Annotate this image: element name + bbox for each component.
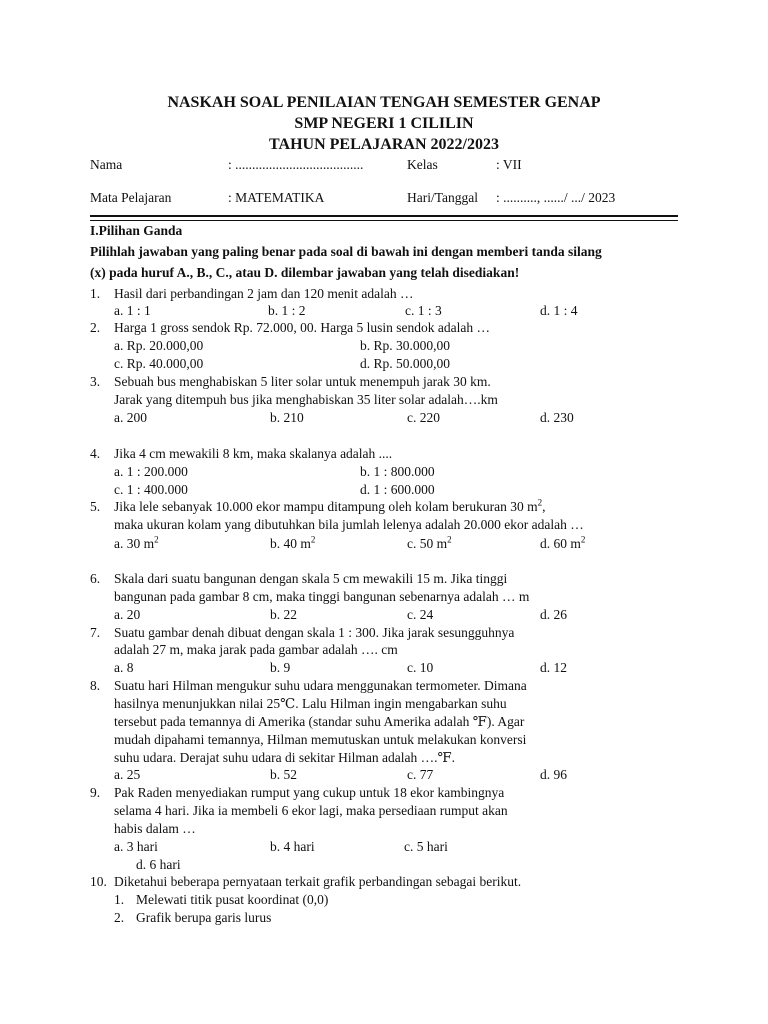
instruction-line1: Pilihlah jawaban yang paling benar pada soal di bawah ini dengan memberi tanda silang: [90, 244, 602, 259]
q9-number: 9.: [90, 785, 101, 800]
q5-option-b-text: b. 40 m: [270, 536, 311, 551]
q2-option-d: d. Rp. 50.000,00: [360, 356, 451, 371]
q1-option-b: b. 1 : 2: [268, 303, 306, 318]
q4-option-c: c. 1 : 400.000: [114, 482, 188, 497]
q8-text-line4: mudah dipahami temannya, Hilman memutuskan untuk melakukan konversi: [114, 732, 527, 747]
q1-number: 1.: [90, 286, 101, 301]
q7-number: 7.: [90, 625, 101, 640]
q7-option-a: a. 8: [114, 660, 134, 675]
q6-text-line2: bangunan pada gambar 8 cm, maka tinggi bangunan sebenarnya adalah … m: [114, 589, 530, 604]
q5-option-d-text: d. 60 m: [540, 536, 581, 551]
q10-number: 10.: [90, 874, 107, 889]
q8-option-d: d. 96: [540, 767, 567, 782]
q3-number: 3.: [90, 374, 101, 389]
q5-option-c-exponent: 2: [447, 534, 452, 545]
q1-option-d: d. 1 : 4: [540, 303, 578, 318]
q10-text: Diketahui beberapa pernyataan terkait grafik perbandingan sebagai berikut.: [114, 874, 522, 889]
q6-option-d: d. 26: [540, 607, 567, 622]
q8-text-line5: suhu udara. Derajat suhu udara di sekitar Hilman adalah ….℉.: [114, 750, 456, 765]
q9-text-line3: habis dalam …: [114, 821, 196, 836]
kelas-value: : VII: [496, 157, 522, 172]
q5-option-d: [540, 536, 585, 552]
q9-text-line1: Pak Raden menyediakan rumput yang cukup untuk 18 ekor kambingnya: [114, 785, 505, 800]
hari-value: : .........., ....../ .../ 2023: [496, 190, 616, 205]
q7-text-line2: adalah 27 m, maka jarak pada gambar adalah …. cm: [114, 642, 398, 657]
mapel-value: : MATEMATIKA: [228, 190, 325, 205]
q2-text: Harga 1 gross sendok Rp. 72.000, 00. Harga 5 lusin sendok adalah …: [114, 320, 490, 335]
q7-text-line1: Suatu gambar denah dibuat dengan skala 1 : 300. Jika jarak sesungguhnya: [114, 625, 515, 640]
q2-option-c: c. Rp. 40.000,00: [114, 356, 204, 371]
q10-statement1: Melewati titik pusat koordinat (0,0): [136, 892, 329, 907]
q4-option-d: d. 1 : 600.000: [360, 482, 435, 497]
q5-number: 5.: [90, 499, 101, 514]
q8-number: 8.: [90, 678, 101, 693]
q7-option-d: d. 12: [540, 660, 567, 675]
q5-option-b-exponent: 2: [310, 534, 316, 545]
section-title: I.Pilihan Ganda: [90, 223, 183, 238]
nama-field: : ......................................: [228, 157, 364, 172]
q7-option-c: c. 10: [407, 660, 434, 675]
q3-option-a: a. 200: [114, 410, 147, 425]
q5-option-a-exponent: 2: [154, 534, 159, 545]
q1-text: Hasil dari perbandingan 2 jam dan 120 menit adalah …: [114, 286, 414, 301]
q8-text-line1: Suatu hari Hilman mengukur suhu udara menggunakan termometer. Dimana: [114, 678, 527, 693]
q2-option-b: b. Rp. 30.000,00: [360, 338, 451, 353]
q9-option-b: b. 4 hari: [270, 839, 315, 854]
hari-label: Hari/Tanggal: [407, 190, 479, 205]
header-title-line1: NASKAH SOAL PENILAIAN TENGAH SEMESTER GENAP: [167, 94, 601, 111]
q5-option-a-text: a. 30 m: [114, 536, 155, 551]
q9-option-d: d. 6 hari: [136, 857, 181, 872]
q5-option-d-exponent: 2: [580, 534, 586, 545]
q4-option-b: b. 1 : 800.000: [360, 464, 435, 479]
header-divider-thick: [90, 215, 678, 217]
q2-option-a: a. Rp. 20.000,00: [114, 338, 204, 353]
q3-option-d: d. 230: [540, 410, 574, 425]
q3-text-line1: Sebuah bus menghabiskan 5 liter solar untuk menempuh jarak 30 km.: [114, 374, 491, 389]
q7-option-b: b. 9: [270, 660, 291, 675]
mapel-label: Mata Pelajaran: [90, 190, 172, 205]
q5-option-b: [270, 536, 315, 552]
kelas-label: Kelas: [407, 157, 438, 172]
q3-text-line2: Jarak yang ditempuh bus jika menghabiskan 35 liter solar adalah….km: [114, 392, 498, 407]
q8-option-c: c. 77: [407, 767, 434, 782]
q10-statement1-number: 1.: [114, 892, 125, 907]
q9-text-line2: selama 4 hari. Jika ia membeli 6 ekor lagi, maka persediaan rumput akan: [114, 803, 508, 818]
q8-option-a: a. 25: [114, 767, 141, 782]
q5-option-c: [407, 536, 452, 552]
q4-text: Jika 4 cm mewakili 8 km, maka skalanya adalah ....: [114, 446, 393, 461]
q5-text-line1-body: Jika lele sebanyak 10.000 ekor mampu ditampung oleh kolam berukuran 30 m: [114, 499, 538, 514]
q10-statement2: Grafik berupa garis lurus: [136, 910, 272, 925]
q1-option-a: a. 1 : 1: [114, 303, 151, 318]
q3-option-b: b. 210: [270, 410, 304, 425]
q5-option-a: [114, 536, 159, 552]
q3-option-c: c. 220: [407, 410, 440, 425]
q5-text-line1: Jika lele sebanyak 10.000 ekor mampu ditampung oleh kolam berukuran 30 $m^2$,: [114, 497, 546, 514]
q10-statement2-number: 2.: [114, 910, 125, 925]
q8-option-b: b. 52: [270, 767, 297, 782]
q2-number: 2.: [90, 320, 101, 335]
q5-text-line1-exponent: 2: [537, 497, 543, 508]
header-year: TAHUN PELAJARAN 2022/2023: [269, 136, 499, 153]
q6-text-line1: Skala dari suatu bangunan dengan skala 5 cm mewakili 15 m. Jika tinggi: [114, 571, 508, 586]
instruction-line2: (x) pada huruf A., B., C., atau D. dilembar jawaban yang telah disediakan!: [90, 265, 520, 280]
nama-label: Nama: [90, 157, 123, 172]
q6-option-a: a. 20: [114, 607, 141, 622]
q5-text-line2: maka ukuran kolam yang dibutuhkan bila jumlah lelenya adalah 20.000 ekor adalah …: [114, 517, 584, 532]
q1-option-c: c. 1 : 3: [405, 303, 442, 318]
q4-option-a: a. 1 : 200.000: [114, 464, 188, 479]
q6-option-b: b. 22: [270, 607, 297, 622]
header-divider-thin: [90, 220, 678, 221]
q8-text-line2: hasilnya menunjukkan nilai 25℃. Lalu Hilman ingin mengabarkan suhu: [114, 696, 507, 711]
q9-option-c: c. 5 hari: [404, 839, 448, 854]
q6-option-c: c. 24: [407, 607, 434, 622]
q5-option-c-text: c. 50 m: [407, 536, 448, 551]
q8-text-line3: tersebut pada temannya di Amerika (standar suhu Amerika adalah ℉). Agar: [114, 714, 525, 729]
q4-number: 4.: [90, 446, 101, 461]
q9-option-a: a. 3 hari: [114, 839, 158, 854]
header-school: SMP NEGERI 1 CILILIN: [294, 115, 474, 132]
q6-number: 6.: [90, 571, 101, 586]
